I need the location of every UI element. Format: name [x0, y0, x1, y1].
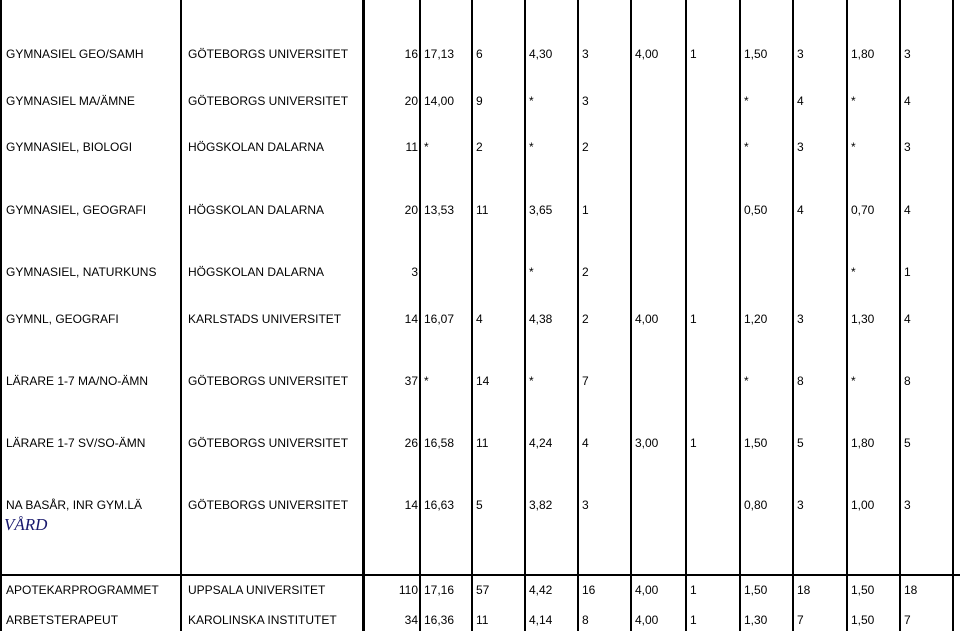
count-cell: 1 — [690, 613, 697, 627]
count-cell: 1 — [690, 312, 697, 326]
count-cell: 7 — [797, 613, 804, 627]
score-cell: * — [851, 140, 856, 154]
count-cell: 11 — [476, 436, 489, 450]
applicants-cell: 11 — [405, 140, 418, 154]
program-cell: APOTEKARPROGRAMMET — [6, 583, 159, 597]
count-cell: 1 — [690, 47, 697, 61]
count-cell: 5 — [797, 436, 804, 450]
program-cell: LÄRARE 1-7 MA/NO-ÄMN — [6, 374, 149, 388]
table-row — [0, 264, 960, 280]
count-cell: 8 — [904, 374, 911, 388]
score-cell: 1,30 — [851, 312, 875, 326]
merit-cell: 17,13 — [424, 47, 455, 61]
table-row — [0, 202, 960, 218]
program-cell: GYMNL, GEOGRAFI — [6, 312, 119, 326]
applicants-cell: 14 — [404, 498, 418, 512]
count-cell: 3 — [797, 47, 804, 61]
school-cell: GÖTEBORGS UNIVERSITET — [188, 94, 349, 108]
table-row — [0, 373, 960, 389]
score-cell: * — [529, 265, 534, 279]
score-cell: 1,50 — [744, 436, 768, 450]
count-cell: 2 — [582, 265, 589, 279]
merit-cell: 17,16 — [424, 583, 455, 597]
count-cell: 2 — [476, 140, 483, 154]
school-cell: GÖTEBORGS UNIVERSITET — [188, 436, 349, 450]
count-cell: 11 — [476, 613, 489, 627]
count-cell: 57 — [476, 583, 490, 597]
school-cell: HÖGSKOLAN DALARNA — [188, 140, 325, 154]
table-row — [0, 435, 960, 451]
count-cell: 5 — [476, 498, 483, 512]
count-cell: 3 — [904, 498, 911, 512]
count-cell: 3 — [797, 140, 804, 154]
score-cell: 1,50 — [851, 613, 875, 627]
score-cell: 0,70 — [851, 203, 875, 217]
score-cell: 4,24 — [529, 436, 553, 450]
school-cell: UPPSALA UNIVERSITET — [188, 583, 326, 597]
count-cell: 3 — [582, 94, 589, 108]
program-cell: GYMNASIEL MA/ÄMNE — [6, 94, 135, 108]
score-cell: 1,50 — [744, 583, 768, 597]
count-cell: 4 — [904, 312, 911, 326]
count-cell: 7 — [904, 613, 911, 627]
merit-cell: 16,58 — [424, 436, 455, 450]
count-cell: 18 — [797, 583, 811, 597]
count-cell: 14 — [476, 374, 490, 388]
score-cell: 0,50 — [744, 203, 768, 217]
table-row — [0, 497, 960, 513]
merit-cell: 14,00 — [424, 94, 455, 108]
merit-cell: 16,07 — [424, 312, 455, 326]
program-cell: GYMNASIEL, BIOLOGI — [6, 140, 133, 154]
score-cell: 1,00 — [851, 498, 875, 512]
school-cell: KAROLINSKA INSTITUTET — [188, 613, 337, 627]
count-cell: 4 — [476, 312, 483, 326]
merit-cell: * — [424, 140, 429, 154]
count-cell: 16 — [582, 583, 596, 597]
score-cell: 1,50 — [851, 583, 875, 597]
program-cell: ARBETSTERAPEUT — [6, 613, 119, 627]
count-cell: 4 — [797, 94, 804, 108]
merit-cell: * — [424, 374, 429, 388]
school-cell: GÖTEBORGS UNIVERSITET — [188, 374, 349, 388]
school-cell: GÖTEBORGS UNIVERSITET — [188, 47, 349, 61]
program-cell: GYMNASIEL, NATURKUNS — [6, 265, 157, 279]
score-cell: * — [744, 374, 749, 388]
count-cell: 3 — [797, 312, 804, 326]
count-cell: 3 — [797, 498, 804, 512]
score-cell: 4,42 — [529, 583, 553, 597]
score-cell: * — [744, 140, 749, 154]
count-cell: 8 — [797, 374, 804, 388]
program-cell: GYMNASIEL, GEOGRAFI — [6, 203, 147, 217]
score-cell: 1,80 — [851, 436, 875, 450]
count-cell: 1 — [904, 265, 911, 279]
applicants-cell: 37 — [404, 374, 418, 388]
applicants-cell: 26 — [404, 436, 418, 450]
applicants-cell: 16 — [404, 47, 418, 61]
table-row — [0, 93, 960, 109]
score-cell: 4,00 — [635, 47, 659, 61]
applicants-cell: 110 — [398, 583, 418, 597]
merit-cell: 16,36 — [424, 613, 455, 627]
score-cell: 4,38 — [529, 312, 553, 326]
school-cell: GÖTEBORGS UNIVERSITET — [188, 498, 349, 512]
score-cell: * — [851, 374, 856, 388]
score-cell: 0,80 — [744, 498, 768, 512]
count-cell: 1 — [582, 203, 589, 217]
score-cell: 4,14 — [529, 613, 553, 627]
school-cell: HÖGSKOLAN DALARNA — [188, 265, 325, 279]
count-cell: 3 — [904, 47, 911, 61]
count-cell: 4 — [904, 94, 911, 108]
count-cell: 4 — [797, 203, 804, 217]
count-cell: 2 — [582, 140, 589, 154]
score-cell: * — [529, 140, 534, 154]
applicants-cell: 14 — [404, 312, 418, 326]
score-cell: 4,00 — [635, 583, 659, 597]
program-cell: LÄRARE 1-7 SV/SO-ÄMN — [6, 436, 146, 450]
score-cell: 1,30 — [744, 613, 768, 627]
table-row — [0, 139, 960, 155]
count-cell: 7 — [582, 374, 589, 388]
applicants-cell: 34 — [404, 613, 418, 627]
count-cell: 4 — [582, 436, 589, 450]
applicants-cell: 20 — [404, 94, 418, 108]
program-cell: GYMNASIEL GEO/SAMH — [6, 47, 144, 61]
score-cell: * — [529, 94, 534, 108]
count-cell: 3 — [582, 498, 589, 512]
count-cell: 3 — [582, 47, 589, 61]
count-cell: 2 — [582, 312, 589, 326]
count-cell: 1 — [690, 436, 697, 450]
count-cell: 8 — [582, 613, 589, 627]
score-cell: 1,80 — [851, 47, 875, 61]
table-row — [0, 46, 960, 62]
score-cell: 4,00 — [635, 613, 659, 627]
count-cell: 1 — [690, 583, 697, 597]
school-cell: HÖGSKOLAN DALARNA — [188, 203, 325, 217]
school-cell: KARLSTADS UNIVERSITET — [188, 312, 342, 326]
score-cell: 4,00 — [635, 312, 659, 326]
merit-cell: 13,53 — [424, 203, 455, 217]
score-cell: 3,65 — [529, 203, 553, 217]
score-cell: 3,00 — [635, 436, 659, 450]
count-cell: 18 — [904, 583, 918, 597]
count-cell: 11 — [476, 203, 489, 217]
count-cell: 3 — [904, 140, 911, 154]
count-cell: 6 — [476, 47, 483, 61]
program-cell: NA BASÅR, INR GYM.LÄ — [6, 498, 143, 512]
section-label: VÅRD — [4, 515, 48, 534]
table-row — [0, 311, 960, 327]
score-cell: * — [529, 374, 534, 388]
score-cell: * — [744, 94, 749, 108]
count-cell: 5 — [904, 436, 911, 450]
score-cell: 1,20 — [744, 312, 768, 326]
count-cell: 4 — [904, 203, 911, 217]
score-cell: 3,82 — [529, 498, 553, 512]
table-row — [0, 582, 960, 598]
section-divider — [0, 574, 960, 576]
count-cell: 9 — [476, 94, 483, 108]
applicants-cell: 3 — [411, 265, 418, 279]
score-cell: 4,30 — [529, 47, 553, 61]
applicants-cell: 20 — [404, 203, 418, 217]
score-cell: 1,50 — [744, 47, 768, 61]
merit-cell: 16,63 — [424, 498, 455, 512]
table-row — [0, 612, 960, 628]
score-cell: * — [851, 94, 856, 108]
score-cell: * — [851, 265, 856, 279]
